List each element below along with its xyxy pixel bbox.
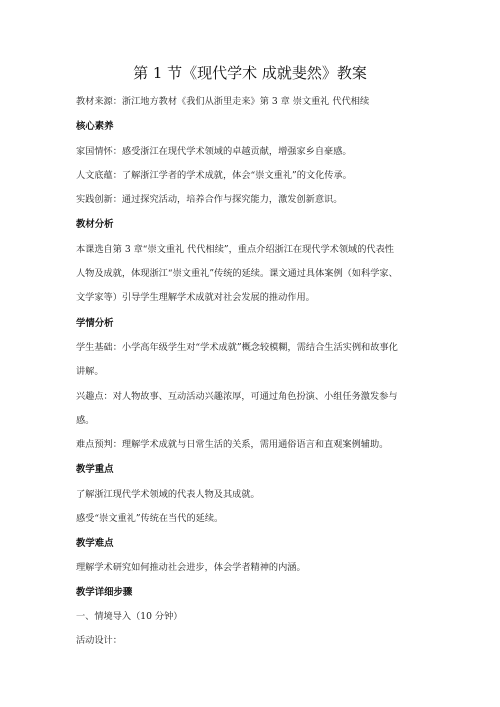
textbook-line-1: 本课选自第 3 章“崇文重礼 代代相续”，重点介绍浙江在现代学术领域的代表性 — [76, 244, 394, 255]
students-line-3: 兴趣点：对人物故事、互动活动兴趣浓厚，可通过角色扮演、小组任务激发参与 — [76, 391, 398, 402]
heading-teaching-steps: 教学详细步骤 — [76, 587, 133, 598]
students-line-4: 感。 — [76, 415, 95, 426]
steps-line-1: 一、情境导入（10 分钟） — [76, 611, 183, 622]
difficulty-line-1: 理解学术研究如何推动社会进步，体会学者精神的内涵。 — [76, 562, 306, 573]
steps-line-2: 活动设计： — [76, 635, 122, 646]
students-line-5: 难点预判：理解学术成就与日常生活的关系，需用通俗语言和直观案例辅助。 — [76, 439, 389, 450]
core-line-3: 实践创新：通过探究活动，培养合作与探究能力，激发创新意识。 — [76, 194, 343, 205]
page-title: 第 1 节《现代学术 成就斐然》教案 — [133, 64, 367, 82]
heading-student-analysis: 学情分析 — [76, 318, 114, 329]
heading-textbook-analysis: 教材分析 — [76, 219, 114, 230]
core-line-1: 家国情怀：感受浙江在现代学术领域的卓越贡献，增强家乡自豪感。 — [76, 146, 352, 157]
keypoints-line-1: 了解浙江现代学术领域的代表人物及其成就。 — [76, 489, 260, 500]
core-line-2: 人文底蕴：了解浙江学者的学术成就，体会“崇文重礼”的文化传承。 — [76, 170, 352, 181]
heading-core-literacy: 核心素养 — [76, 121, 114, 132]
heading-key-points: 教学重点 — [76, 464, 114, 475]
students-line-2: 讲解。 — [76, 366, 104, 377]
textbook-line-2: 人物及成就，体现浙江“崇文重礼”传统的延续。课文通过具体案例（如科学家、 — [76, 268, 398, 279]
heading-difficulties: 教学难点 — [76, 538, 114, 549]
textbook-line-3: 文学家等）引导学生理解学术成就对社会发展的推动作用。 — [76, 292, 315, 303]
keypoints-line-2: 感受“崇文重礼”传统在当代的延续。 — [76, 513, 224, 524]
students-line-1: 学生基础：小学高年级学生对“学术成就”概念较模糊，需结合生活实例和故事化 — [76, 342, 398, 353]
source-line: 教材来源：浙江地方教材《我们从浙里走来》第 3 章 崇文重礼 代代相续 — [76, 96, 370, 107]
